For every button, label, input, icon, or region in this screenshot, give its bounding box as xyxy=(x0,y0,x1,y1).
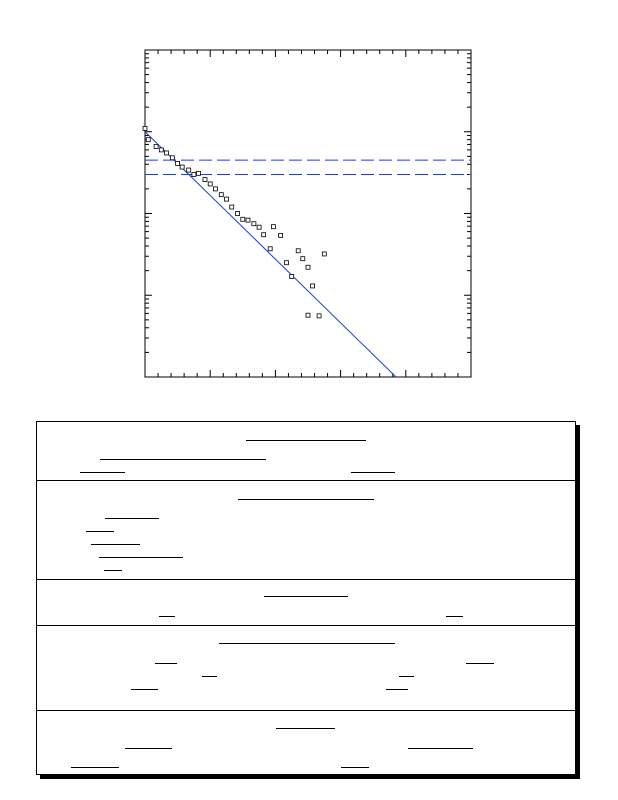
data-point xyxy=(176,161,180,165)
redacted-line xyxy=(341,767,369,768)
data-point xyxy=(225,197,229,201)
data-point xyxy=(252,222,256,226)
data-point xyxy=(180,165,184,169)
redacted-line xyxy=(155,663,177,664)
data-point xyxy=(241,217,245,221)
redacted-line xyxy=(408,748,473,749)
data-point xyxy=(213,187,217,191)
redacted-line xyxy=(104,570,122,571)
axis-ticks xyxy=(145,50,471,377)
data-point xyxy=(236,212,240,216)
redacted-line xyxy=(238,499,374,500)
plot-frame xyxy=(145,50,471,377)
data-point xyxy=(268,247,272,251)
panel-section-1 xyxy=(37,422,575,481)
panel-section-5 xyxy=(37,710,575,776)
data-point xyxy=(159,148,163,152)
panel-section-2 xyxy=(37,480,575,580)
redacted-line xyxy=(100,459,266,460)
data-point xyxy=(196,171,200,175)
data-point xyxy=(301,257,305,261)
data-point xyxy=(311,284,315,288)
redacted-line xyxy=(86,531,114,532)
data-point xyxy=(306,265,310,269)
redacted-line xyxy=(246,440,366,441)
results-panel xyxy=(36,421,576,775)
data-point xyxy=(279,233,283,237)
redacted-line xyxy=(99,557,183,558)
data-point xyxy=(317,314,321,318)
panel-section-4 xyxy=(37,625,575,711)
data-point xyxy=(143,126,147,130)
data-point xyxy=(290,274,294,278)
redacted-line xyxy=(351,472,395,473)
data-point xyxy=(146,138,150,142)
data-point xyxy=(284,261,288,265)
redacted-line xyxy=(125,748,172,749)
redacted-line xyxy=(71,767,119,768)
redacted-line xyxy=(386,689,408,690)
data-point xyxy=(271,225,275,229)
data-point xyxy=(192,172,196,176)
redacted-line xyxy=(399,676,414,677)
data-point xyxy=(296,249,300,253)
redacted-line xyxy=(131,689,158,690)
data-point xyxy=(165,151,169,155)
redacted-line xyxy=(91,544,140,545)
data-points xyxy=(143,126,326,317)
data-point xyxy=(203,178,207,182)
data-point xyxy=(219,193,223,197)
data-point xyxy=(154,145,158,149)
data-point xyxy=(262,233,266,237)
data-point xyxy=(322,252,326,256)
data-point xyxy=(187,168,191,172)
redacted-line xyxy=(159,616,175,617)
redacted-line xyxy=(219,643,395,644)
redacted-line xyxy=(80,472,125,473)
data-point xyxy=(257,225,261,229)
redacted-line xyxy=(202,676,217,677)
data-point xyxy=(170,156,174,160)
data-point xyxy=(208,182,212,186)
data-point xyxy=(306,313,310,317)
redacted-line xyxy=(264,596,348,597)
data-point xyxy=(230,205,234,209)
panel-section-3 xyxy=(37,579,575,626)
redacted-line xyxy=(105,518,159,519)
data-point xyxy=(246,218,250,222)
redacted-line xyxy=(446,616,463,617)
redacted-line xyxy=(466,663,494,664)
redacted-line xyxy=(276,728,335,729)
